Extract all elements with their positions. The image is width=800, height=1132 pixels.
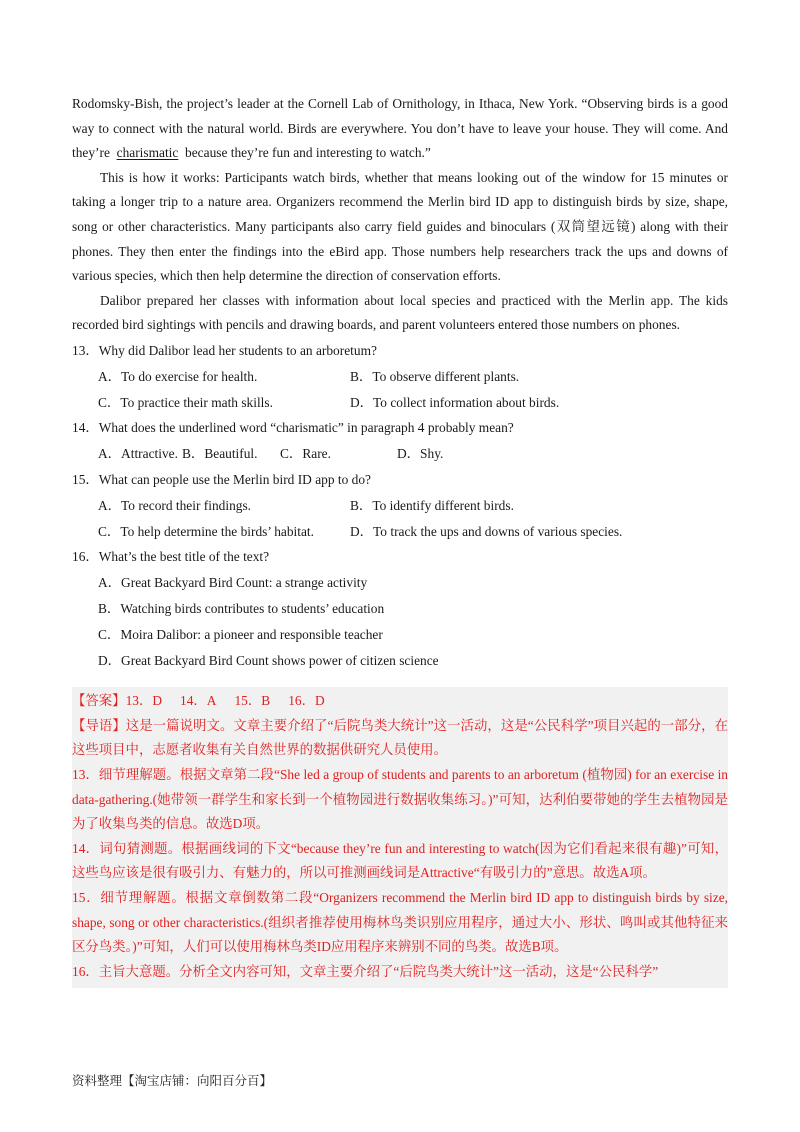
question-stem: 14．What does the underlined word “charismatic” in paragraph 4 probably mean? — [72, 420, 514, 436]
passage-paragraph-continued: Rodomsky-Bish, the project’s leader at the Cornell Lab of Ornithology, in Ithaca, New York. “Observing birds is a good way to connect with the natural world. Birds are everywhere. You don’t have to leave your house. They will come. And they’re charismatic because they’re fun and interesting to watch.” — [72, 96, 728, 161]
option-c: C．To practice their math skills. — [98, 394, 273, 410]
option-d: D．Shy. — [397, 446, 444, 462]
underlined-word: charismatic — [116, 145, 179, 161]
option-b: B．To observe different plants. — [350, 368, 520, 384]
question-16 — [72, 544, 728, 673]
option-a: A．Attractive. — [98, 446, 178, 462]
option-b: B．Beautiful. — [182, 446, 258, 462]
option-a: A．To record their findings. — [98, 497, 252, 513]
option-b: B．To identify different birds. — [350, 497, 514, 513]
option-c: C．Rare. — [280, 446, 331, 462]
answer-guide: 【导语】这是一篇说明文。文章主要介绍了“后院鸟类大统计”这一活动，这是“公民科学”项目兴起的一部分，在这些项目中，志愿者收集有关自然世界的数据供研究人员使用。 — [72, 717, 728, 758]
explanation-14: 14．词句猜测题。根据画线词的下文“because they’re fun and interesting to watch(因为它们看起来很有趣)”可知，这些鸟应该是很有吸引力、有魅力的，所以可推测画线词是Attractive“有吸引力的”意思。故选A项。 — [72, 840, 728, 881]
explanation-13: 13．细节理解题。根据文章第二段“She led a group of students and parents to an arboretum (植物园) for an exercise in data-gathering.(她带领一群学生和家长到一个植物园进行数据收集练习。)”可知，达利伯要带她的学生去植物园是为了收集鸟类的信息。故选D项。 — [72, 767, 728, 832]
explanation-15: 15．细节理解题。根据文章倒数第二段“Organizers recommend the Merlin bird ID app to distinguish birds by size, shape, song or other characteristics.(组织者推荐使用梅林鸟类识别应用程序，通过大小、形状、鸣叫或其他特征来区分鸟类。)”可知，人们可以使用梅林鸟类ID应用程序来辨别不同的鸟类。故选B项。 — [72, 890, 728, 955]
question-15 — [72, 467, 728, 544]
question-stem: 16．What’s the best title of the text? — [72, 549, 270, 565]
option-d: D．To track the ups and downs of various species. — [350, 523, 623, 539]
passage-paragraph-3: Dalibor prepared her classes with information about local species and practiced with the Merlin app. The kids recorded bird sightings with pencils and drawing boards, and parent volunteers entered those numbers on phones. — [72, 292, 728, 333]
answer-section — [72, 687, 728, 988]
document-page — [72, 92, 728, 988]
option-c: C．Moira Dalibor: a pioneer and responsible teacher — [98, 626, 383, 642]
question-stem: 15．What can people use the Merlin bird ID app to do? — [72, 471, 371, 487]
option-d: D．To collect information about birds. — [350, 394, 560, 410]
option-d: D．Great Backyard Bird Count shows power of citizen science — [98, 652, 439, 668]
passage-paragraph-2: This is how it works: Participants watch birds, whether that means looking out of the window for 15 minutes or taking a longer trip to a nature area. Organizers recommend the Merlin bird ID app to distinguish birds by size, shape, song or other characteristics. Many participants also carry field guides and binoculars (双筒望远镜) along with their phones. They then enter the findings into the eBird app. Those numbers help researchers track the ups and downs of various species, which then help determine the direction of conservation efforts. — [72, 169, 728, 284]
option-a: A．To do exercise for health. — [98, 368, 258, 384]
question-14 — [72, 415, 728, 467]
question-stem: 13．Why did Dalibor lead her students to an arboretum? — [72, 342, 377, 358]
option-a: A．Great Backyard Bird Count: a strange activity — [98, 575, 368, 591]
explanation-16: 16．主旨大意题。分析全文内容可知，文章主要介绍了“后院鸟类大统计”这一活动，这是“公民科学” — [72, 963, 659, 979]
page-footer: 资料整理【淘宝店铺：向阳百分百】 — [72, 1073, 273, 1088]
question-13 — [72, 338, 728, 415]
answer-keys: 【答案】13．D 14．A 15．B 16．D — [72, 693, 325, 709]
option-b: B．Watching birds contributes to students’ education — [98, 600, 385, 616]
option-c: C．To help determine the birds’ habitat. — [98, 523, 314, 539]
